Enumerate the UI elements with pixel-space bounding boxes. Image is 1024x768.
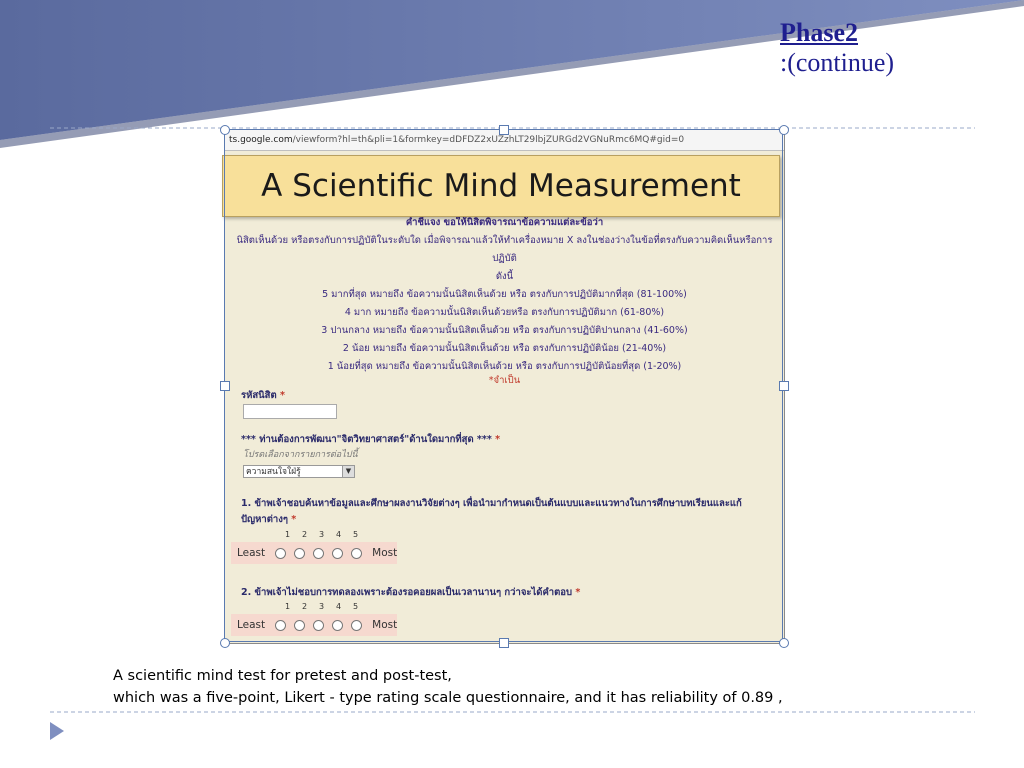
scale-number: 2 (301, 530, 308, 539)
caption-line-2: which was a five-point, Likert - type rating scale questionnaire, and it has reliability of 0.89 , (113, 690, 783, 706)
slide-caption (113, 665, 783, 709)
resize-handle[interactable] (220, 125, 230, 135)
scale-number: 2 (301, 602, 308, 611)
url-path: /viewform?hl=th&pli=1&formkey=dDFDZ2xUZzhLT29lbjZURGd2VGNuRmc6MQ#gid=0 (292, 135, 685, 145)
student-id-input[interactable] (243, 404, 337, 419)
most-label: Most (372, 619, 398, 631)
slide-title (780, 18, 894, 78)
instructions-line: ดังนี้ (495, 271, 514, 282)
likert-row-1 (231, 542, 397, 564)
topic-select[interactable] (243, 465, 355, 478)
least-label: Least (237, 547, 266, 559)
question-2 (241, 585, 580, 600)
resize-handle[interactable] (499, 638, 509, 648)
resize-handle[interactable] (220, 381, 230, 391)
scale-number: 1 (284, 530, 291, 539)
radio-1[interactable] (275, 620, 286, 631)
scale-number: 5 (352, 530, 359, 539)
resize-handle[interactable] (220, 638, 230, 648)
chevron-down-icon[interactable]: ▼ (342, 466, 354, 477)
topic-selected: ความสนใจใฝ่รู้ (246, 467, 301, 477)
scale-number: 1 (284, 602, 291, 611)
instructions (225, 214, 784, 376)
instructions-line: นิสิตเห็นด้วย หรือตรงกับการปฏิบัติในระดับใด เมื่อพิจารณาแล้วให้ทำเครื่องหมาย X ลงในช่องว่างในข้อที่ตรงกับความคิดเห็นหรือการปฏิบัติ (236, 235, 773, 264)
instructions-head: คำชี้แจง ขอให้นิสิตพิจารณาข้อความแต่ละข้อว่า (405, 217, 604, 228)
question-1-text: ปัญหาต่างๆ (241, 514, 288, 525)
scale-number: 4 (335, 530, 342, 539)
radio-5[interactable] (351, 548, 362, 559)
url-domain: ts.google.com (229, 135, 293, 145)
radio-3[interactable] (313, 548, 324, 559)
question-2-text: 2. ข้าพเจ้าไม่ชอบการทดลองเพราะต้องรอคอยผลเป็นเวลานานๆ กว่าจะได้คำตอบ (241, 587, 573, 598)
likert-row-2 (231, 614, 397, 636)
play-arrow-icon[interactable] (50, 722, 66, 740)
required-note: *จำเป็น (488, 375, 521, 386)
scale-item: 2 น้อย หมายถึง ข้อความนั้นนิสิตเห็นด้วย หรือ ตรงกับการปฏิบัติน้อย (21-40%) (342, 343, 667, 354)
scale-number: 3 (318, 602, 325, 611)
scale-number: 5 (352, 602, 359, 611)
question-1 (241, 496, 761, 528)
radio-2[interactable] (294, 548, 305, 559)
required-star: * (575, 587, 581, 598)
scale-item: 3 ปานกลาง หมายถึง ข้อความนั้นนิสิตเห็นด้วย หรือ ตรงกับการปฏิบัติปานกลาง (41-60%) (321, 325, 688, 336)
topic-label-text: *** ท่านต้องการพัฒนา"จิตวิทยาศาสตร์"ด้านใดมากที่สุด *** (241, 434, 492, 445)
radio-4[interactable] (332, 548, 343, 559)
radio-2[interactable] (294, 620, 305, 631)
scale-item: 1 น้อยที่สุด หมายถึง ข้อความนั้นนิสิตเห็นด้วย หรือ ตรงกับการปฏิบัติน้อยที่สุด (1-20%) (327, 361, 682, 372)
scale-numbers (279, 530, 364, 539)
radio-4[interactable] (332, 620, 343, 631)
phase-subtitle: :(continue) (780, 48, 895, 77)
topic-hint: โปรดเลือกจากรายการต่อไปนี้ (243, 450, 358, 460)
scale-number: 3 (318, 530, 325, 539)
radio-3[interactable] (313, 620, 324, 631)
resize-handle[interactable] (779, 381, 789, 391)
most-label: Most (372, 547, 398, 559)
student-id-label-text: รหัสนิสิต (241, 390, 277, 401)
resize-handle[interactable] (779, 125, 789, 135)
question-1-text: 1. ข้าพเจ้าชอบค้นหาข้อมูลและศึกษาผลงานวิจัยต่างๆ เพื่อนำมากำหนดเป็นต้นแบบและแนวทางในการศึกษาบทเรียนและแก้ (241, 498, 742, 509)
topic-label (241, 432, 500, 447)
radio-group (271, 620, 366, 631)
resize-handle[interactable] (779, 638, 789, 648)
scale-item: 4 มาก หมายถึง ข้อความนั้นนิสิตเห็นด้วยหรือ ตรงกับการปฏิบัติมาก (61-80%) (344, 307, 665, 318)
student-id-label (241, 388, 285, 403)
form-title-banner: A Scientific Mind Measurement (222, 155, 780, 217)
required-star: * (495, 434, 501, 445)
radio-5[interactable] (351, 620, 362, 631)
scale-item: 5 มากที่สุด หมายถึง ข้อความนั้นนิสิตเห็นด้วย หรือ ตรงกับการปฏิบัติมากที่สุด (81-100%) (322, 289, 687, 300)
radio-1[interactable] (275, 548, 286, 559)
least-label: Least (237, 619, 266, 631)
resize-handle[interactable] (499, 125, 509, 135)
phase-title: Phase2 (780, 18, 858, 47)
scale-numbers (279, 602, 364, 611)
caption-line-1: A scientific mind test for pretest and post-test, (113, 668, 452, 684)
scale-number: 4 (335, 602, 342, 611)
required-star: * (279, 390, 285, 401)
radio-group (271, 548, 366, 559)
required-star: * (291, 514, 297, 525)
